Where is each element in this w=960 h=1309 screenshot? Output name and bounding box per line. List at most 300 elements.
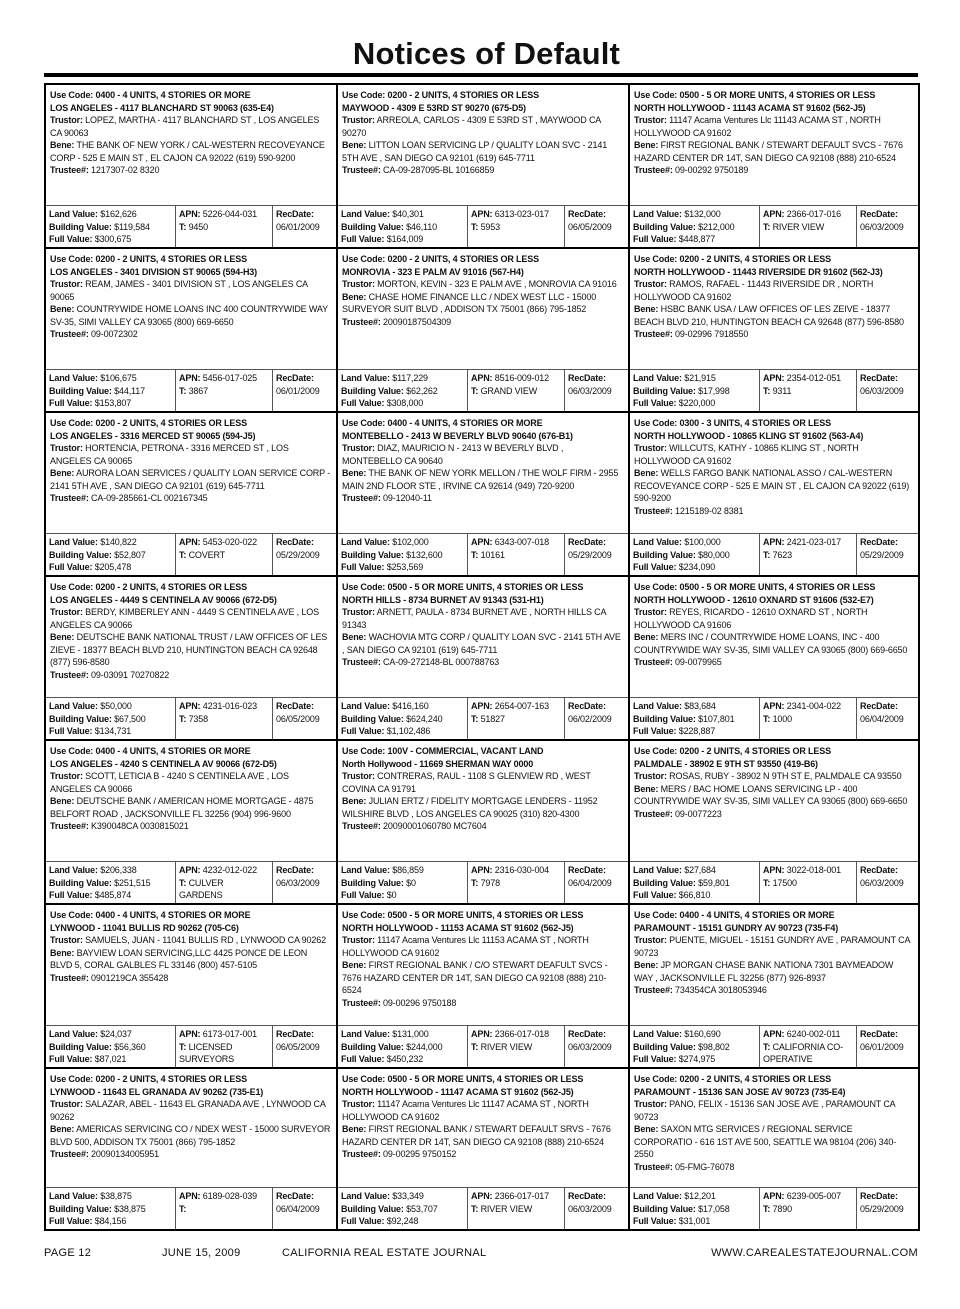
bene-label: Bene:: [634, 632, 659, 642]
bene-line: [50, 139, 331, 164]
recdate-value: 06/05/2009: [568, 221, 612, 232]
tract-value: RIVER VIEW: [772, 221, 825, 232]
bene-line: [342, 139, 623, 164]
value-row: [630, 533, 918, 575]
full-value-label: Full Value:: [633, 890, 677, 900]
values-column: [630, 534, 760, 575]
bene-label: Bene:: [50, 947, 75, 958]
apn-label: APN:: [763, 209, 785, 219]
building-value: $244,000: [406, 1041, 443, 1052]
values-column: [46, 1026, 176, 1067]
land-value-label: Land Value:: [341, 701, 390, 711]
recdate-label: RecDate:: [276, 701, 314, 711]
tract-label: T:: [763, 1041, 771, 1052]
use-code: Use Code: 0400 - 4 UNITS, 4 STORIES OR MORE: [342, 418, 543, 428]
apn-label: APN:: [179, 701, 201, 711]
trustee-label: Trustee#:: [50, 972, 89, 983]
notice-text: [338, 905, 628, 1025]
full-value: $31,001: [678, 1216, 711, 1226]
bene-line: [50, 795, 331, 820]
value-row: [46, 1025, 336, 1067]
trustee-value: 09-00295 9750152: [383, 1149, 457, 1159]
recdate-value: 06/05/2009: [276, 713, 320, 724]
tract-label: T:: [471, 221, 479, 232]
trustor-value: ARREOLA, CARLOS - 4309 E 53RD ST , MAYWOOD CA 90270: [342, 115, 601, 138]
apn-value: 6240-002-011: [786, 1029, 841, 1039]
trustor-line: [634, 1098, 913, 1123]
notice-text: [46, 905, 336, 1025]
notice-card: [336, 903, 628, 1067]
footer-publication: CALIFORNIA REAL ESTATE JOURNAL: [282, 1247, 487, 1259]
apn-value: 4231-016-023: [202, 701, 258, 711]
property-address: LOS ANGELES - 4117 BLANCHARD ST 90063 (635-E4): [50, 102, 274, 113]
full-value: $228,887: [678, 726, 716, 736]
apn-value: 5226-044-031: [202, 209, 258, 219]
full-value-label: Full Value:: [49, 234, 93, 244]
apn-label: APN:: [763, 701, 785, 711]
trustee-value: 09-00296 9750188: [383, 997, 457, 1008]
bene-label: Bene:: [634, 468, 659, 478]
building-value: $212,000: [698, 221, 735, 232]
property-address: NORTH HOLLYWOOD - 11147 ACAMA ST 91602 (562-J5): [342, 1086, 574, 1097]
full-value-label: Full Value:: [49, 1054, 93, 1064]
bene-label: Bene:: [342, 632, 367, 642]
bene-label: Bene:: [342, 960, 367, 970]
trustor-label: Trustor:: [342, 1099, 375, 1109]
use-code: Use Code: 0400 - 4 UNITS, 4 STORIES OR MORE: [50, 90, 251, 100]
trustor-value: ARNETT, PAULA - 8734 BURNET AVE , NORTH HILLS CA 91343: [342, 607, 606, 630]
recdate-label: RecDate:: [276, 537, 314, 547]
building-value: $59,801: [698, 877, 730, 888]
trustor-line: [50, 442, 331, 467]
trustor-line: [342, 442, 623, 467]
land-value: $21,915: [684, 373, 716, 383]
trustee-label: Trustee#:: [342, 821, 381, 831]
recdate-column: [565, 1026, 628, 1067]
apn-value: 6173-017-001: [202, 1029, 258, 1039]
full-value-label: Full Value:: [341, 1054, 385, 1064]
bene-label: Bene:: [634, 783, 659, 794]
land-value: $416,160: [392, 701, 429, 711]
trustor-line: [634, 442, 913, 467]
values-column: [630, 1188, 760, 1229]
recdate-label: RecDate:: [276, 1029, 314, 1039]
use-code: Use Code: 0200 - 2 UNITS, 4 STORIES OR LESS: [634, 746, 831, 756]
notice-card: [336, 247, 628, 411]
recdate-value: 06/01/2009: [860, 1041, 904, 1052]
apn-label: APN:: [471, 701, 493, 711]
recdate-column: [857, 1188, 918, 1229]
tract-label: T:: [471, 877, 479, 888]
apn-column: [176, 206, 273, 247]
trustee-label: Trustee#:: [342, 316, 381, 327]
trustor-value: SCOTT, LETICIA B - 4240 S CENTINELA AVE , LOS ANGELES CA 90066: [50, 771, 289, 794]
apn-label: APN:: [179, 373, 201, 383]
building-value: $80,000: [698, 549, 730, 560]
apn-column: [176, 534, 273, 575]
bene-label: Bene:: [342, 291, 367, 302]
recdate-label: RecDate:: [276, 209, 314, 219]
building-value-label: Building Value:: [633, 713, 696, 724]
trustor-label: Trustor:: [50, 607, 83, 617]
tract-value: 5953: [480, 221, 500, 232]
notice-card: [336, 575, 628, 739]
trustee-value: CA-09-287095-BL 10166859: [383, 165, 495, 175]
trustor-label: Trustor:: [50, 771, 83, 781]
bene-value: FIRST REGIONAL BANK / STEWART DEFAULT SVCS - 7676 HAZARD CENTER DR 14T, SAN DIEGO CA 92108 (888) 210-6524: [634, 140, 903, 163]
trustee-value: 0901219CA 355428: [91, 972, 169, 983]
apn-label: APN:: [471, 1029, 493, 1039]
recdate-label: RecDate:: [860, 865, 898, 875]
trustee-line: [342, 997, 623, 1010]
land-value-label: Land Value:: [49, 1029, 98, 1039]
notice-text: [630, 577, 918, 697]
land-value: $102,000: [392, 537, 429, 547]
full-value: $253,569: [386, 562, 424, 572]
apn-column: [468, 862, 565, 903]
full-value-label: Full Value:: [633, 726, 677, 736]
apn-value: 6239-005-007: [786, 1191, 842, 1201]
trustor-label: Trustor:: [634, 607, 667, 617]
recdate-column: [273, 1026, 336, 1067]
recdate-label: RecDate:: [860, 701, 898, 711]
trustee-label: Trustee#:: [50, 493, 89, 503]
trustor-line: [634, 606, 913, 631]
use-code: Use Code: 0200 - 2 UNITS, 4 STORIES OR LESS: [342, 254, 539, 264]
property-address: NORTH HILLS - 8734 BURNET AV 91343 (531-H1): [342, 594, 544, 605]
use-code: Use Code: 0200 - 2 UNITS, 4 STORIES OR LESS: [50, 582, 247, 592]
bene-value: FIRST REGIONAL BANK / STEWART DEFAULT SRVS - 7676 HAZARD CENTER DR 14T, SAN DIEGO CA 92108 (888) 210-6524: [342, 1124, 611, 1147]
land-value-label: Land Value:: [633, 1029, 682, 1039]
apn-value: 6189-028-039: [202, 1191, 258, 1201]
values-column: [630, 206, 760, 247]
values-column: [46, 206, 176, 247]
apn-label: APN:: [471, 1191, 493, 1201]
recdate-value: 05/29/2009: [860, 549, 904, 560]
property-address: PALMDALE - 38902 E 9TH ST 93550 (419-B6): [634, 758, 818, 769]
notice-text: [338, 1069, 628, 1187]
land-value: $162,626: [100, 209, 137, 219]
use-code: Use Code: 0200 - 2 UNITS, 4 STORIES OR LESS: [50, 418, 247, 428]
bene-line: [634, 139, 913, 164]
trustor-label: Trustor:: [50, 935, 83, 945]
apn-column: [760, 206, 857, 247]
property-address: PARAMOUNT - 15136 SAN JOSE AV 90723 (735-E4): [634, 1086, 846, 1097]
use-code: Use Code: 0200 - 2 UNITS, 4 STORIES OR LESS: [634, 1074, 831, 1084]
property-address: NORTH HOLLYWOOD - 11143 ACAMA ST 91602 (562-J5): [634, 102, 866, 113]
trustor-value: 11147 Acama Ventures Llc 11143 ACAMA ST , NORTH HOLLYWOOD CA 91602: [634, 115, 881, 138]
land-value: $160,690: [684, 1029, 721, 1039]
use-code: Use Code: 0500 - 5 OR MORE UNITS, 4 STORIES OR LESS: [634, 582, 876, 592]
bene-value: WACHOVIA MTG CORP / QUALITY LOAN SVC - 2141 5TH AVE , SAN DIEGO CA 92101 (619) 645-7711: [342, 632, 621, 655]
bene-value: WELLS FARGO BANK NATIONAL ASSO / CAL-WESTERN RECOVEYANCE CORP - 525 E MAIN ST , EL CAJON CA 92022 (619) 590-9200: [634, 468, 910, 503]
land-value-label: Land Value:: [341, 1191, 390, 1201]
tract-value: RIVER VIEW: [480, 1203, 533, 1214]
apn-value: 5453-020-022: [202, 537, 258, 547]
bene-value: MERS / BAC HOME LOANS SERVICING LP - 400 COUNTRYWIDE WAY SV-35, SIMI VALLEY CA 93065 (800) 669-6650: [634, 783, 908, 806]
apn-column: [468, 1026, 565, 1067]
property-address: MONROVIA - 323 E PALM AV 91016 (567-H4): [342, 266, 524, 277]
trustor-value: REAM, JAMES - 3401 DIVISION ST , LOS ANGELES CA 90065: [50, 279, 308, 302]
notice-text: [630, 1069, 918, 1187]
land-value: $132,000: [684, 209, 721, 219]
tract-value: 7978: [480, 877, 500, 888]
use-code: Use Code: 0500 - 5 OR MORE UNITS, 4 STORIES OR LESS: [342, 910, 584, 920]
bene-line: [50, 303, 331, 328]
bene-label: Bene:: [634, 960, 659, 970]
trustor-value: RAMOS, RAFAEL - 11443 RIVERSIDE DR , NORTH HOLLYWOOD CA 91602: [634, 279, 874, 302]
recdate-value: 06/01/2009: [276, 221, 320, 232]
trustee-label: Trustee#:: [634, 165, 673, 175]
notice-card: [44, 411, 336, 575]
bene-label: Bene:: [50, 140, 75, 150]
apn-label: APN:: [179, 1029, 201, 1039]
apn-column: [760, 1188, 857, 1229]
trustor-label: Trustor:: [634, 443, 667, 453]
notices-grid: [44, 83, 920, 1232]
land-value: $117,229: [392, 373, 428, 383]
tract-label: T:: [179, 713, 187, 724]
values-column: [630, 698, 760, 739]
tract-label: T:: [179, 221, 187, 232]
property-address: MAYWOOD - 4309 E 53RD ST 90270 (675-D5): [342, 102, 526, 113]
land-value-label: Land Value:: [633, 1191, 682, 1201]
apn-value: 2366-017-018: [494, 1029, 550, 1039]
trustee-line: [342, 1148, 623, 1161]
values-column: [338, 534, 468, 575]
land-value-label: Land Value:: [49, 373, 98, 383]
trustee-line: [50, 328, 331, 341]
building-value: $132,600: [406, 549, 443, 560]
land-value-label: Land Value:: [49, 865, 98, 875]
value-row: [46, 1187, 336, 1229]
footer-date: JUNE 15, 2009: [162, 1247, 241, 1259]
building-value-label: Building Value:: [341, 385, 404, 396]
trustee-line: [50, 164, 331, 177]
building-value-label: Building Value:: [49, 1041, 112, 1052]
recdate-label: RecDate:: [568, 209, 606, 219]
apn-column: [760, 862, 857, 903]
value-row: [46, 369, 336, 411]
trustor-value: HORTENCIA, PETRONA - 3316 MERCED ST , LOS ANGELES CA 90065: [50, 443, 289, 466]
trustor-value: MORTON, KEVIN - 323 E PALM AVE , MONROVIA CA 91016: [377, 279, 617, 289]
building-value: $107,801: [698, 713, 735, 724]
apn-column: [176, 862, 273, 903]
bene-value: LITTON LOAN SERVICING LP / QUALITY LOAN SVC - 2141 5TH AVE , SAN DIEGO CA 92101 (619) 645-7711: [342, 140, 608, 163]
building-value-label: Building Value:: [341, 1041, 404, 1052]
trustor-line: [50, 1098, 331, 1123]
trustor-value: CONTRERAS, RAUL - 1108 S GLENVIEW RD , WEST COVINA CA 91791: [342, 771, 591, 794]
full-value: $92,248: [386, 1216, 419, 1226]
apn-value: 2421-023-017: [786, 537, 842, 547]
use-code: Use Code: 0200 - 2 UNITS, 4 STORIES OR LESS: [50, 1074, 247, 1084]
full-value-label: Full Value:: [633, 1054, 677, 1064]
trustor-value: LOPEZ, MARTHA - 4117 BLANCHARD ST , LOS ANGELES CA 90063: [50, 115, 320, 138]
building-value-label: Building Value:: [633, 877, 696, 888]
value-row: [338, 369, 628, 411]
tract-label: T:: [763, 713, 771, 724]
full-value-label: Full Value:: [341, 726, 385, 736]
trustor-value: 11147 Acama Ventures Llc 11153 ACAMA ST , NORTH HOLLYWOOD CA 91602: [342, 935, 589, 958]
apn-label: APN:: [179, 209, 201, 219]
use-code: Use Code: 0400 - 4 UNITS, 4 STORIES OR MORE: [50, 746, 251, 756]
apn-label: APN:: [763, 537, 785, 547]
building-value: $56,360: [114, 1041, 146, 1052]
land-value: $131,000: [392, 1029, 429, 1039]
bene-line: [634, 631, 913, 656]
notice-text: [46, 85, 336, 205]
trustee-label: Trustee#:: [634, 329, 673, 339]
tract-value: 17500: [772, 877, 797, 888]
notice-text: [46, 249, 336, 369]
notice-text: [46, 413, 336, 533]
full-value: $0: [386, 890, 397, 900]
trustor-line: [342, 770, 623, 795]
building-value-label: Building Value:: [633, 1041, 696, 1052]
land-value: $86,859: [392, 865, 424, 875]
recdate-column: [857, 698, 918, 739]
value-row: [338, 205, 628, 247]
notice-card: [336, 411, 628, 575]
trustee-line: [634, 164, 913, 177]
trustor-label: Trustor:: [634, 279, 667, 289]
land-value-label: Land Value:: [49, 209, 98, 219]
apn-value: 3022-018-001: [786, 865, 842, 875]
full-value: $448,877: [678, 234, 716, 244]
apn-label: APN:: [763, 1029, 785, 1039]
value-row: [630, 1025, 918, 1067]
recdate-value: 06/05/2009: [276, 1041, 320, 1052]
bene-label: Bene:: [634, 1124, 659, 1134]
land-value: $106,675: [100, 373, 137, 383]
use-code: Use Code: 0200 - 2 UNITS, 4 STORIES OR LESS: [634, 254, 831, 264]
bene-label: Bene:: [342, 468, 367, 478]
tract-label: T:: [763, 385, 771, 396]
trustor-value: SALAZAR, ABEL - 11643 EL GRANADA AVE , LYNWOOD CA 90262: [50, 1099, 326, 1122]
trustee-line: [50, 492, 331, 505]
trustor-label: Trustor:: [342, 935, 375, 945]
trustee-label: Trustee#:: [342, 657, 381, 667]
tract-label: T:: [179, 549, 187, 560]
trustor-line: [342, 114, 623, 139]
bene-line: [342, 291, 623, 316]
trustor-label: Trustor:: [50, 1099, 83, 1109]
property-address: LOS ANGELES - 4240 S CENTINELA AV 90066 (672-D5): [50, 758, 277, 769]
trustee-line: [634, 984, 913, 997]
values-column: [46, 862, 176, 903]
notice-card: [44, 575, 336, 739]
property-address: North Hollywood - 11669 SHERMAN WAY 0000: [342, 758, 534, 769]
building-value-label: Building Value:: [49, 1203, 112, 1214]
bene-line: [634, 303, 913, 328]
recdate-label: RecDate:: [568, 373, 606, 383]
notice-text: [630, 905, 918, 1025]
land-value-label: Land Value:: [341, 537, 390, 547]
apn-value: 6343-007-018: [494, 537, 550, 547]
recdate-label: RecDate:: [568, 701, 606, 711]
apn-column: [176, 1188, 273, 1229]
tract-value: 10161: [480, 549, 505, 560]
land-value: $24,037: [100, 1029, 132, 1039]
values-column: [46, 1188, 176, 1229]
bene-label: Bene:: [634, 304, 659, 314]
notice-card: [336, 1067, 628, 1231]
recdate-value: 06/04/2009: [276, 1203, 320, 1214]
bene-label: Bene:: [50, 796, 75, 806]
trustor-label: Trustor:: [634, 115, 667, 125]
tract-value: COVERT: [188, 549, 226, 560]
recdate-column: [273, 1188, 336, 1229]
bene-value: AURORA LOAN SERVICES / QUALITY LOAN SERVICE CORP - 2141 5TH AVE , SAN DIEGO CA 92101 (619) 645-7711: [50, 468, 331, 491]
tract-label: T:: [179, 1041, 187, 1052]
recdate-value: 05/29/2009: [276, 549, 320, 560]
bene-value: THE BANK OF NEW YORK MELLON / THE WOLF FIRM - 2955 MAIN 2ND FLOOR STE , IRVINE CA 92614 (949) 720-9200: [342, 468, 619, 491]
full-value-label: Full Value:: [341, 890, 385, 900]
trustee-label: Trustee#:: [342, 165, 381, 175]
values-column: [338, 370, 468, 411]
use-code: Use Code: 0300 - 3 UNITS, 4 STORIES OR LESS: [634, 418, 831, 428]
land-value-label: Land Value:: [633, 537, 682, 547]
tract-label: T:: [179, 877, 187, 888]
trustor-value: PANO, FELIX - 15136 SAN JOSE AVE , PARAMOUNT CA 90723: [634, 1099, 896, 1122]
full-value: $274,975: [678, 1054, 716, 1064]
apn-label: APN:: [763, 373, 785, 383]
trustor-line: [634, 934, 913, 959]
trustor-line: [50, 606, 331, 631]
apn-value: 2341-004-022: [786, 701, 842, 711]
value-row: [630, 697, 918, 739]
recdate-label: RecDate:: [276, 1191, 314, 1201]
land-value: $50,000: [100, 701, 132, 711]
trustee-line: [634, 1161, 913, 1174]
trustor-label: Trustor:: [50, 279, 83, 289]
notice-card: [628, 903, 920, 1067]
title-rule: [44, 73, 918, 77]
apn-value: 5456-017-025: [202, 373, 258, 383]
land-value: $100,000: [684, 537, 721, 547]
trustee-value: 20090134005951: [91, 1149, 160, 1159]
notice-card: [628, 1067, 920, 1231]
full-value: $87,021: [94, 1054, 127, 1064]
apn-column: [760, 698, 857, 739]
values-column: [338, 206, 468, 247]
trustor-line: [634, 278, 913, 303]
recdate-label: RecDate:: [860, 373, 898, 383]
trustor-value: ROSAS, RUBY - 38902 N 9TH ST E, PALMDALE CA 93550: [669, 771, 902, 781]
land-value: $38,875: [100, 1191, 132, 1201]
footer-website[interactable]: WWW.CAREALESTATEJOURNAL.COM: [711, 1247, 918, 1259]
bene-label: Bene:: [50, 468, 75, 478]
trustor-label: Trustor:: [634, 935, 667, 945]
tract-label: T:: [763, 877, 771, 888]
bene-value: DEUTSCHE BANK NATIONAL TRUST / LAW OFFICES OF LES ZIEVE - 18377 BEACH BLVD 210, HUNTINGTON BEACH CA 92648 (877) 596-8580: [50, 632, 328, 667]
land-value-label: Land Value:: [49, 537, 98, 547]
apn-value: 2354-012-051: [786, 373, 842, 383]
full-value-label: Full Value:: [633, 234, 677, 244]
trustor-value: BERDY, KIMBERLEY ANN - 4449 S CENTINELA AVE , LOS ANGELES CA 90066: [50, 607, 319, 630]
tract-value: CULVER GARDENS: [179, 877, 224, 900]
trustee-line: [634, 505, 913, 518]
value-row: [630, 369, 918, 411]
building-value: $46,110: [406, 221, 437, 232]
trustee-label: Trustee#:: [634, 1161, 673, 1172]
apn-label: APN:: [763, 865, 785, 875]
land-value-label: Land Value:: [341, 1029, 390, 1039]
trustee-value: 09-03091 70270822: [91, 669, 170, 680]
trustor-line: [342, 1098, 623, 1123]
building-value-label: Building Value:: [49, 385, 112, 396]
building-value: $98,802: [698, 1041, 730, 1052]
